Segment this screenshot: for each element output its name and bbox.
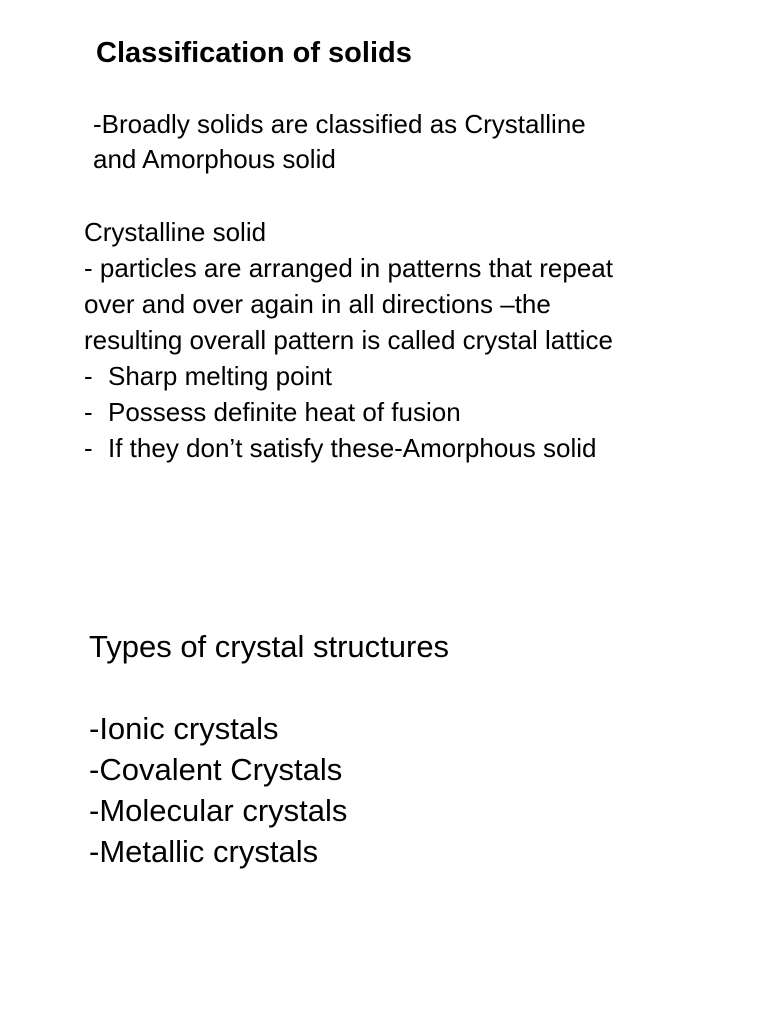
bullet-dash: - xyxy=(84,361,93,391)
intro-paragraph xyxy=(93,107,733,177)
bullet-item xyxy=(84,430,754,466)
bullet-text: Sharp melting point xyxy=(108,361,333,391)
type-item: -Metallic crystals xyxy=(89,834,319,869)
intro-line: -Broadly solids are classified as Crystalline xyxy=(93,109,586,139)
type-item: -Molecular crystals xyxy=(89,793,348,828)
crystal-types-section xyxy=(89,626,729,872)
crystalline-desc-line: - particles are arranged in patterns that repeat xyxy=(84,253,613,283)
bullet-text: Possess definite heat of fusion xyxy=(108,397,461,427)
types-heading: Types of crystal structures xyxy=(89,629,450,664)
intro-line: and Amorphous solid xyxy=(93,144,336,174)
spacer xyxy=(89,667,729,708)
bullet-text: If they don’t satisfy these-Amorphous solid xyxy=(108,433,597,463)
crystalline-desc-line: over and over again in all directions –the xyxy=(84,289,551,319)
type-item: -Covalent Crystals xyxy=(89,752,343,787)
crystalline-section xyxy=(84,214,754,466)
page-title: Classification of solids xyxy=(96,37,412,69)
crystalline-desc-line: resulting overall pattern is called crystal lattice xyxy=(84,325,613,355)
bullet-dash: - xyxy=(84,397,93,427)
bullet-dash: - xyxy=(84,433,93,463)
bullet-item xyxy=(84,394,754,430)
crystalline-heading: Crystalline solid xyxy=(84,217,267,247)
type-item: -Ionic crystals xyxy=(89,711,279,746)
bullet-item xyxy=(84,358,754,394)
